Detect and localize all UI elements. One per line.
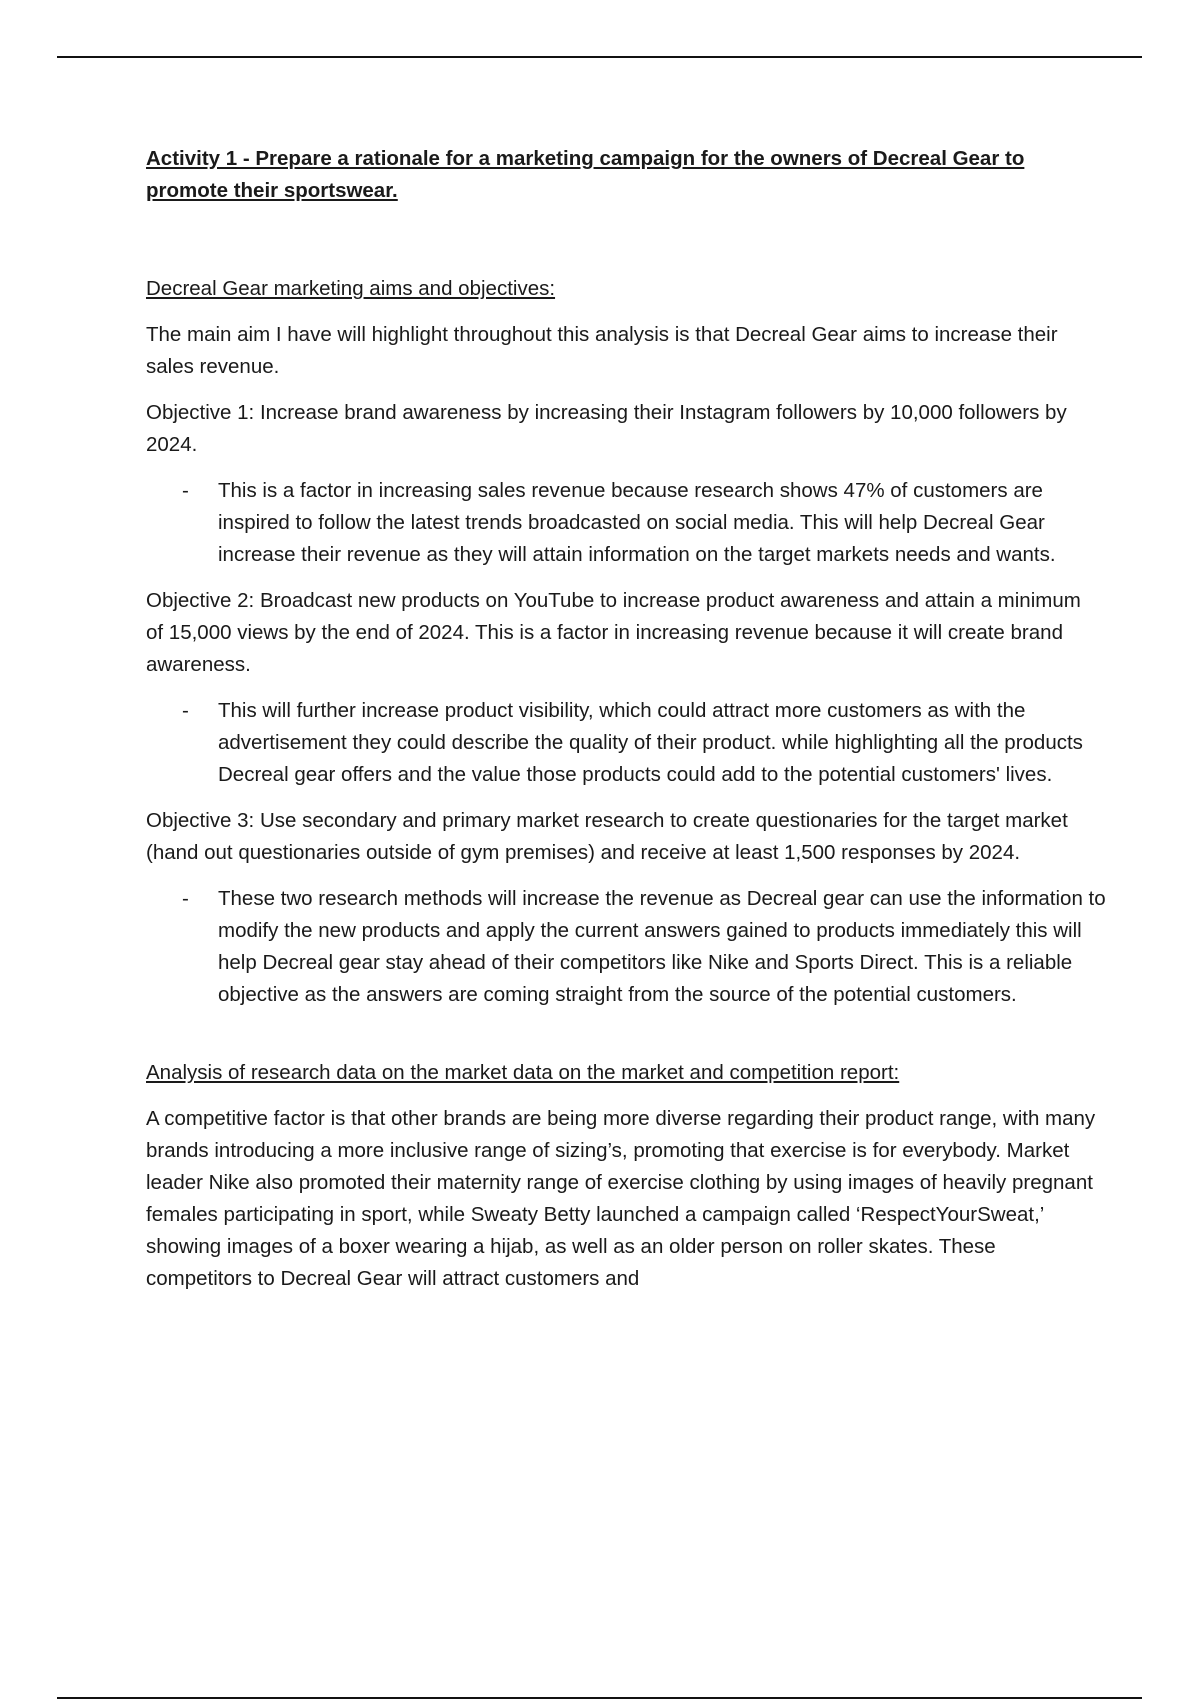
objective-2-bullet: [146, 695, 1106, 791]
analysis-heading: Analysis of research data on the market data on the market and competition report:: [146, 1061, 900, 1084]
bullet-marker: -: [182, 479, 189, 502]
objective-3-bullet: [146, 883, 1106, 1011]
objective-1-bullet: [146, 475, 1106, 571]
bullet-marker: -: [182, 887, 189, 910]
document-title: Activity 1 - Prepare a rationale for a marketing campaign for the owners of Decreal Gear to promote their sportswear.: [146, 147, 1025, 202]
objective-3: Objective 3: Use secondary and primary market research to create questionaries for the target market (hand out questionaries outside of gym premises) and receive at least 1,500 responses by 2024.: [146, 809, 1068, 864]
header-rule: [57, 56, 1142, 58]
objective-2: Objective 2: Broadcast new products on YouTube to increase product awareness and attain a minimum of 15,000 views by the end of 2024. This is a factor in increasing revenue because it will create brand awareness.: [146, 589, 1081, 676]
aims-heading: Decreal Gear marketing aims and objectives:: [146, 277, 556, 300]
bullet-text: This will further increase product visibility, which could attract more customers as with the advertisement they could describe the quality of their product. while highlighting all the products Decreal gear offers and the value those products could add to the potential customers' lives.: [218, 699, 1083, 786]
document-body: [146, 143, 1106, 1295]
bullet-marker: -: [182, 699, 189, 722]
bullet-text: This is a factor in increasing sales revenue because research shows 47% of customers are inspired to follow the latest trends broadcasted on social media. This will help Decreal Gear increase their revenue as they will attain information on the target markets needs and wants.: [218, 479, 1056, 566]
bullet-text: These two research methods will increase the revenue as Decreal gear can use the information to modify the new products and apply the current answers gained to products immediately this will help Decreal gear stay ahead of their competitors like Nike and Sports Direct. This is a reliable objective as the answers are coming straight from the source of the potential customers.: [218, 887, 1106, 1006]
main-aim-paragraph: The main aim I have will highlight throughout this analysis is that Decreal Gear aims to increase their sales revenue.: [146, 323, 1058, 378]
analysis-paragraph: A competitive factor is that other brands are being more diverse regarding their product range, with many brands introducing a more inclusive range of sizing’s, promoting that exercise is for everybody. Market leader Nike also promoted their maternity range of exercise clothing by using images of heavily pregnant females participating in sport, while Sweaty Betty launched a campaign called ‘RespectYourSweat,’ showing images of a boxer wearing a hijab, as well as an older person on roller skates. These competitors to Decreal Gear will attract customers and: [146, 1107, 1096, 1290]
objective-1: Objective 1: Increase brand awareness by increasing their Instagram followers by 10,000 followers by 2024.: [146, 401, 1067, 456]
footer-rule: [57, 1697, 1142, 1699]
